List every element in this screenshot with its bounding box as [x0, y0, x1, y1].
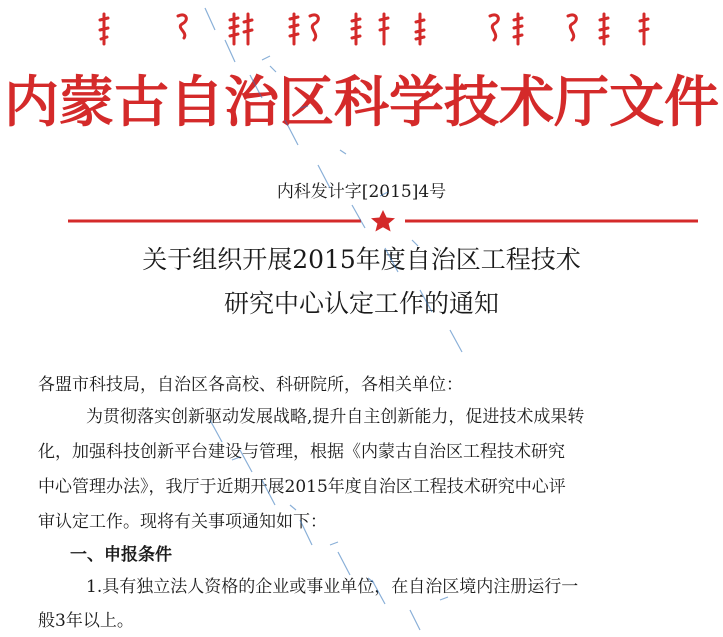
document-number: 内科发计字[2015]4号 [276, 182, 447, 202]
section-1-heading: 一、申报条件 [70, 545, 172, 565]
star-icon [371, 210, 395, 232]
paragraph-1-line-4: 审认定工作。现将有关事项通知如下： [38, 512, 327, 532]
notice-title-line-2: 研究中心认定工作的通知 [223, 289, 499, 318]
issuing-org-title: 内蒙古自治区科学技术厅文件 [3, 70, 719, 134]
paragraph-1-line-2: 化，加强科技创新平台建设与管理，根据《内蒙古自治区工程技术研究 [38, 442, 565, 462]
mongolian-script-header [98, 6, 658, 50]
condition-item-1-line-2: 般3年以上。 [38, 611, 134, 631]
notice-title-line-1: 关于组织开展2015年度自治区工程技术 [142, 245, 581, 274]
paragraph-1-line-3: 中心管理办法》，我厅于近期开展2015年度自治区工程技术研究中心评 [38, 477, 566, 497]
salutation: 各盟市科技局，自治区各高校、科研院所，各相关单位： [38, 375, 463, 395]
condition-item-1-line-1: 1.具有独立法人资格的企业或事业单位，在自治区境内注册运行一 [86, 577, 579, 597]
red-star-divider [68, 210, 698, 232]
paragraph-1-line-1: 为贯彻落实创新驱动发展战略,提升自主创新能力，促进技术成果转 [86, 407, 585, 427]
